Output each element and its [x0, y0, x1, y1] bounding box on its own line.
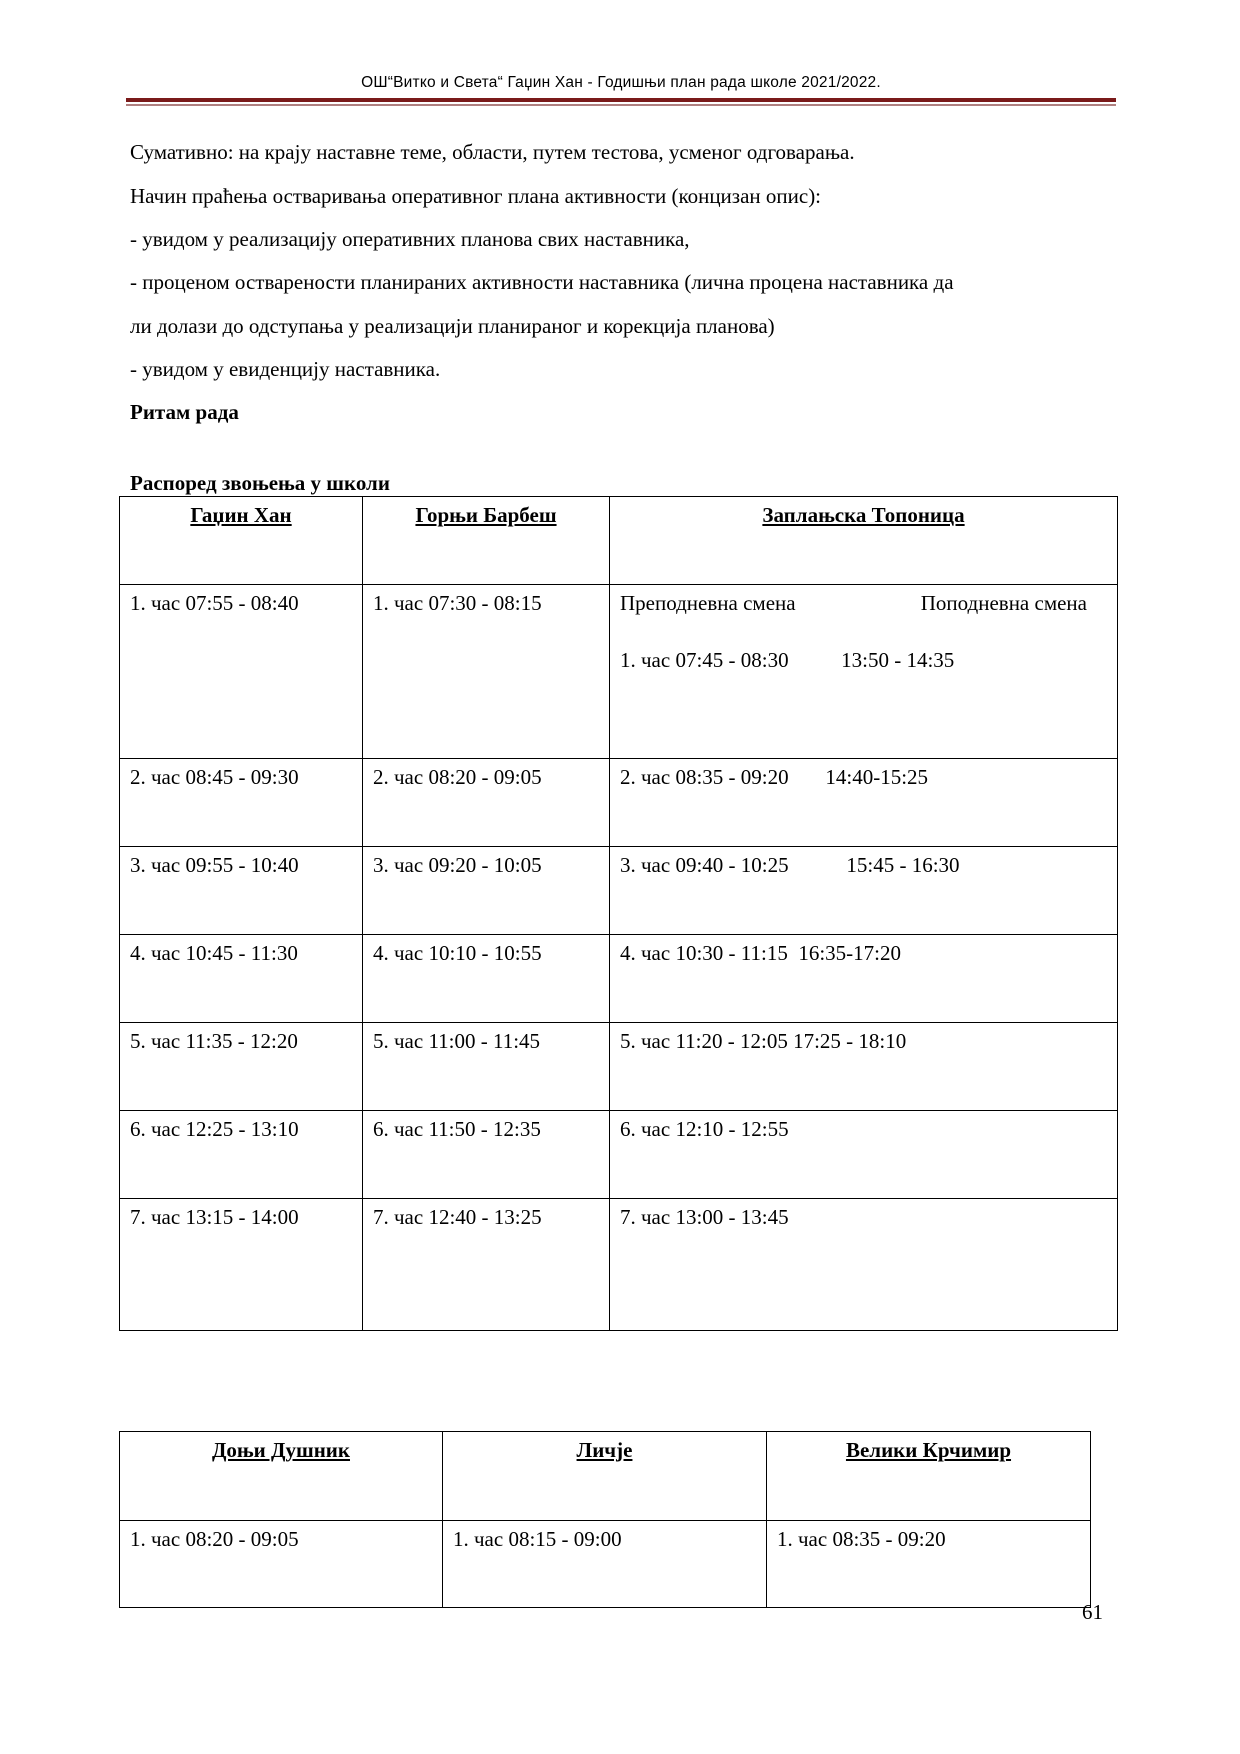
table-row [120, 1199, 1118, 1331]
table-row [120, 935, 1118, 1023]
header-rule-thin [126, 104, 1116, 106]
table-row [120, 847, 1118, 935]
rhythm-heading: Ритам рада [130, 400, 239, 424]
table-cell: 2. час 08:45 - 09:30 [120, 759, 363, 847]
table-header-row [120, 1432, 1091, 1521]
table-cell: 6. час 12:25 - 13:10 [120, 1111, 363, 1199]
paragraph: Начин праћења остваривања оперативног плана активности (концизан опис): [130, 184, 822, 208]
paragraph: - увидом у реализацију оперативних планова свих наставника, [130, 227, 690, 251]
column-header: Личје [443, 1432, 767, 1521]
table-cell-text: 1. час 07:45 - 08:30 13:50 - 14:35 [620, 648, 955, 672]
schedule-heading: Распоред звоњења у школи [130, 471, 390, 495]
header-rule [126, 98, 1116, 102]
table-cell: 1. час 08:15 - 09:00 [443, 1521, 767, 1608]
table-cell: 3. час 09:55 - 10:40 [120, 847, 363, 935]
table-cell: 5. час 11:35 - 12:20 [120, 1023, 363, 1111]
table-cell: 7. час 13:15 - 14:00 [120, 1199, 363, 1331]
table-cell: 5. час 11:20 - 12:05 17:25 - 18:10 [610, 1023, 1118, 1111]
table-cell: 4. час 10:45 - 11:30 [120, 935, 363, 1023]
paragraph: ли долази до одступања у реализацији планираног и корекција планова) [130, 314, 775, 338]
table-cell: 1. час 07:55 - 08:40 [120, 585, 363, 759]
table-row [120, 759, 1118, 847]
table-row [120, 1023, 1118, 1111]
table-header-row [120, 497, 1118, 585]
table-cell: 1. час 07:30 - 08:15 [363, 585, 610, 759]
table-cell: 1. час 08:20 - 09:05 [120, 1521, 443, 1608]
table-cell: 7. час 12:40 - 13:25 [363, 1199, 610, 1331]
paragraph: - проценом остварености планираних активности наставника (лична процена наставника да [130, 270, 954, 294]
morning-shift-label: Преподневна смена [620, 591, 796, 615]
table-cell: 6. час 11:50 - 12:35 [363, 1111, 610, 1199]
column-header: Доњи Душник [120, 1432, 443, 1521]
table-row [120, 1521, 1091, 1608]
column-header: Велики Крчимир [767, 1432, 1091, 1521]
table-cell: 4. час 10:10 - 10:55 [363, 935, 610, 1023]
column-header: Горњи Барбеш [363, 497, 610, 585]
afternoon-shift-label: Поподневна смена [920, 591, 1087, 615]
table-cell [610, 585, 1118, 759]
table-cell: 5. час 11:00 - 11:45 [363, 1023, 610, 1111]
column-header: Гаџин Хан [120, 497, 363, 585]
page-header: ОШ“Витко и Света“ Гаџин Хан - Годишњи план рада школе 2021/2022. [361, 74, 881, 91]
bell-schedule-table-2 [119, 1431, 1091, 1608]
page-number: 61 [1082, 1600, 1103, 1624]
table-cell: 2. час 08:20 - 09:05 [363, 759, 610, 847]
table-cell: 2. час 08:35 - 09:20 14:40-15:25 [610, 759, 1118, 847]
table-cell: 4. час 10:30 - 11:15 16:35-17:20 [610, 935, 1118, 1023]
table-cell: 3. час 09:40 - 10:25 15:45 - 16:30 [610, 847, 1118, 935]
table-cell: 1. час 08:35 - 09:20 [767, 1521, 1091, 1608]
table-row [120, 1111, 1118, 1199]
paragraph: - увидом у евиденцију наставника. [130, 357, 441, 381]
shift-labels [610, 585, 1117, 616]
table-cell: 6. час 12:10 - 12:55 [610, 1111, 1118, 1199]
bell-schedule-table [119, 496, 1118, 1331]
table-cell: 7. час 13:00 - 13:45 [610, 1199, 1118, 1331]
table-cell: 3. час 09:20 - 10:05 [363, 847, 610, 935]
table-row [120, 585, 1118, 759]
paragraph: Сумативно: на крају наставне теме, области, путем тестова, усменог одговарања. [130, 140, 855, 164]
column-header: Заплањска Топоница [610, 497, 1118, 585]
